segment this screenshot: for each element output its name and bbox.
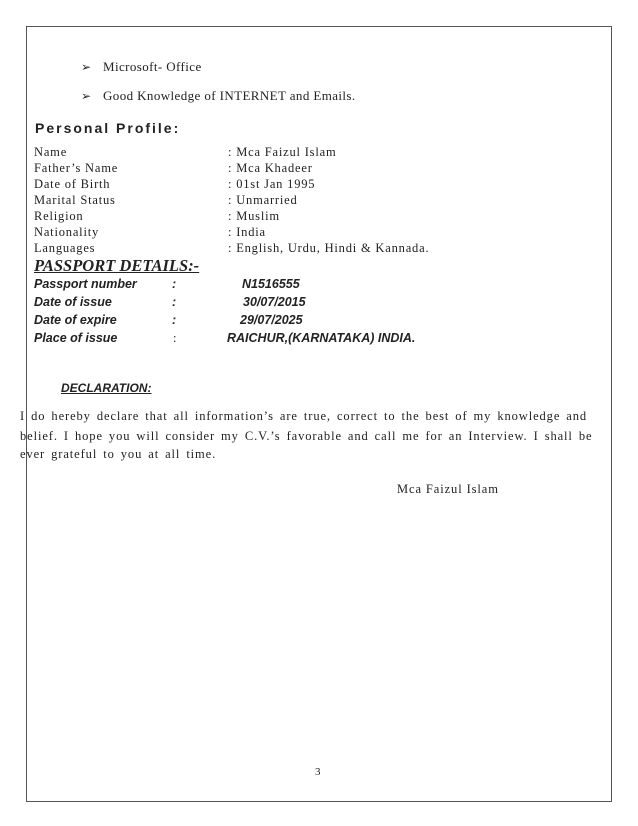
declaration-heading: DECLARATION: [61,381,152,395]
page-number: 3 [315,766,321,778]
passport-separator: : [173,331,177,345]
passport-separator: : [172,277,177,291]
passport-value: N1516555 [242,277,300,291]
skill-item-office [81,59,202,75]
profile-label: Name [34,145,68,159]
skill-text: Microsoft- Office [103,59,202,74]
skill-text: Good Knowledge of INTERNET and Emails. [103,88,356,103]
arrow-bullet-icon: ➢ [81,60,92,74]
profile-label: Nationality [34,225,100,239]
passport-separator: : [172,313,177,327]
passport-label: Place of issue [34,331,118,345]
declaration-line: belief. I hope you will consider my C.V.’s favorable and call me for an Interview. I shall be [20,429,593,443]
profile-label: Languages [34,241,96,255]
passport-value: 30/07/2015 [243,295,306,309]
profile-label: Father’s Name [34,161,119,175]
passport-label: Date of expire [34,313,117,327]
profile-label: Religion [34,209,84,223]
signature-name: Mca Faizul Islam [397,482,499,496]
skill-item-internet [81,88,356,104]
passport-heading: PASSPORT DETAILS:- [34,256,200,275]
profile-value: : India [228,225,266,239]
profile-value: : 01st Jan 1995 [228,177,316,191]
passport-value: RAICHUR,(KARNATAKA) INDIA. [227,331,416,345]
passport-label: Date of issue [34,295,112,309]
arrow-bullet-icon: ➢ [81,89,92,103]
personal-profile-heading: Personal Profile: [35,120,181,136]
profile-row-name [34,144,67,160]
document-page [20,26,612,802]
profile-value: : Muslim [228,209,280,223]
declaration-line: I do hereby declare that all information’s are true, correct to the best of my knowledge and [20,409,588,423]
profile-value: : Unmarried [228,193,298,207]
declaration-line: ever grateful to you at all time. [20,447,217,461]
passport-label: Passport number [34,277,137,291]
passport-value: 29/07/2025 [240,313,303,327]
profile-value: : English, Urdu, Hindi & Kannada. [228,241,430,255]
profile-label: Date of Birth [34,177,111,191]
profile-value: : Mca Khadeer [228,161,313,175]
profile-label: Marital Status [34,193,116,207]
passport-separator: : [172,295,177,309]
profile-value: : Mca Faizul Islam [228,145,337,159]
